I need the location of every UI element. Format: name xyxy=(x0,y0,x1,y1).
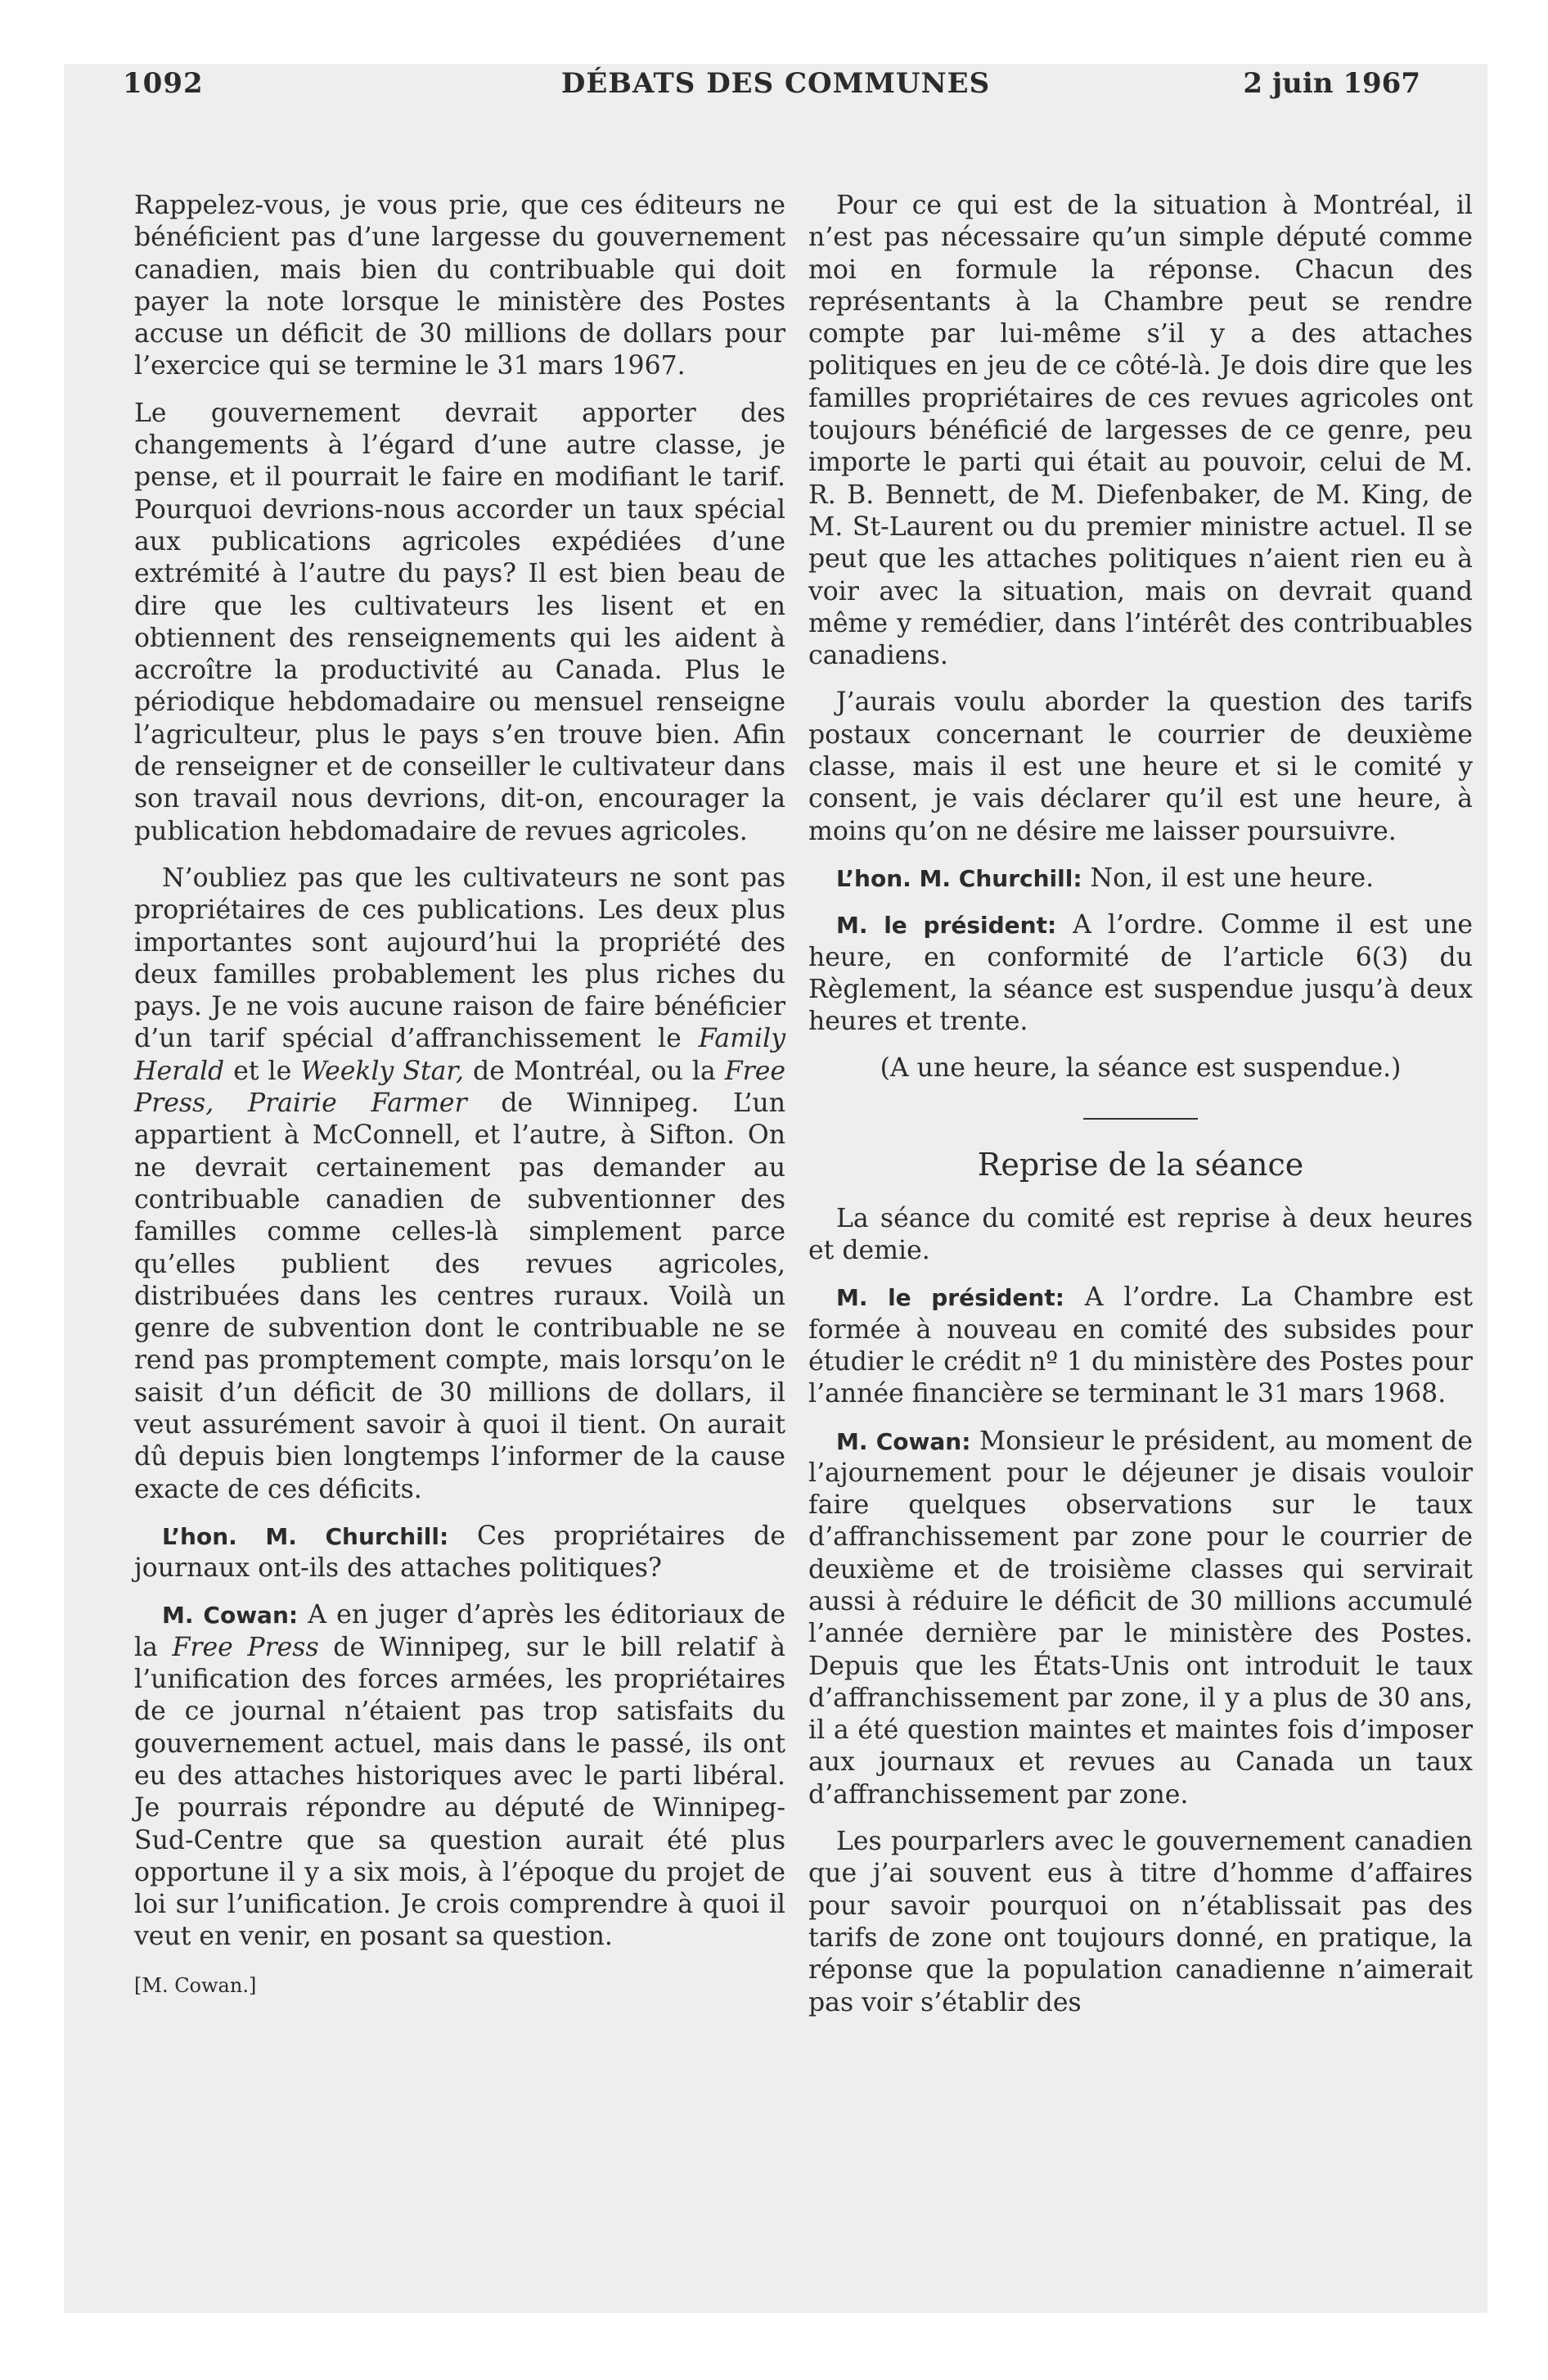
speech-text: Non, il est une heure. xyxy=(1082,863,1375,893)
speaker-name: M. Cowan: xyxy=(162,1602,299,1629)
publication-name: Free Press xyxy=(172,1632,319,1662)
paragraph: J’aurais voulu aborder la question des tarifs postaux concernant le courrier de deuxième classe, mais il est une heure et si le comité y consent, je vais déclarer qu’il est une heure, à moins qu’on ne désire me laisser poursuivre. xyxy=(808,687,1473,846)
speech-paragraph xyxy=(808,863,1473,895)
speech-text: de Winnipeg, sur le bill relatif à l’unification des forces armées, les propriétaires de ce journal n’étaient pas trop satisfaits du gouvernement actuel, mais dans le passé, ils ont eu des attaches historiques avec le parti libéral. Je pourrais répondre au député de Winnipeg-Sud-Centre que sa question aurait été plus opportune il y a six mois, à l’époque du projet de loi sur l’unification. Je crois comprendre à quoi il veut en venir, en posant sa question. xyxy=(134,1632,785,1952)
right-column xyxy=(808,190,1473,2034)
section-divider xyxy=(1083,1118,1198,1120)
speech-paragraph xyxy=(134,1599,785,1953)
text-run: de Montréal, ou la xyxy=(464,1056,725,1086)
speech-paragraph xyxy=(808,909,1473,1038)
text-run: N’oubliez pas que les cultivateurs ne sont pas propriétaires de ces publications. Les deux plus importantes sont aujourd’hui la propriété des deux familles probablement les plus riches du pays. Je ne vois aucune raison de faire bénéficier d’un tarif spécial d’affranchissement le xyxy=(134,863,785,1054)
paragraph: Rappelez-vous, je vous prie, que ces éditeurs ne bénéficient pas d’une largesse du gouvernement canadien, mais bien du contribuable qui doit payer la note lorsque le ministère des Postes accuse un déficit de 30 millions de dollars pour l’exercice qui se termine le 31 mars 1967. xyxy=(134,191,785,381)
speech-paragraph xyxy=(808,1282,1473,1410)
speaker-name: L’hon. M. Churchill: xyxy=(162,1522,449,1550)
paragraph xyxy=(134,863,785,1506)
section-heading: Reprise de la séance xyxy=(977,1146,1304,1183)
suspension-note: (A une heure, la séance est suspendue.) xyxy=(880,1053,1402,1084)
speaker-name: M. le président: xyxy=(836,912,1057,940)
publication-title: DÉBATS DES COMMUNES xyxy=(560,67,991,100)
paragraph: La séance du comité est reprise à deux heures et demie. xyxy=(808,1203,1473,1266)
speech-text: A l’ordre. Comme il est une heure, en conformité de l’article 6(3) du Règlement, la séance est suspendue jusqu’à deux heures et trente. xyxy=(808,910,1473,1037)
page-header xyxy=(64,67,1487,116)
publication-date: 2 juin 1967 xyxy=(1243,67,1420,100)
speaker-name: L’hon. M. Churchill: xyxy=(836,864,1082,892)
speech-text: Monsieur le président, au moment de l’ajournement pour le déjeuner je disais vouloir faire quelques observations sur le taux d’affranchissement par zone pour le courrier de deuxième et de troisième classes qui servirait aussi à réduire le déficit de 30 millions accumulé l’année dernière par le ministère des Postes. Depuis que les États-Unis ont introduit le taux d’affranchissement par zone, il y a plus de 30 ans, il a été question maintes et maintes fois d’imposer aux journaux et revues au Canada un taux d’affranchissement par zone. xyxy=(808,1426,1473,1810)
speaker-signature: [M. Cowan.] xyxy=(134,1973,257,1997)
text-run: de Winnipeg. L’un appartient à McConnell, et l’autre, à Sifton. On ne devrait certainement pas demander au contribuable canadien de subventionner des familles comme celles-là simplement parce qu’elles publient des revues agricoles, distribuées dans les centres ruraux. Voilà un genre de subvention dont le contribuable ne se rend pas promptement compte, mais lorsqu’on le saisit d’un déficit de 30 millions de dollars, il veut assurément savoir à quoi il tient. On aurait dû depuis bien longtemps l’informer de la cause exacte de ces déficits. xyxy=(134,1089,786,1504)
publication-name: Family Herald xyxy=(134,1024,785,1086)
paragraph: Le gouvernement devrait apporter des changements à l’égard d’une autre classe, je pense, et il pourrait le faire en modifiant le tarif. Pourquoi devrions-nous accorder un taux spécial aux publications agricoles expédiées d’une extrémité à l’autre du pays? Il est bien beau de dire que les cultivateurs les lisent et en obtiennent des renseignements qui les aident à accroître la productivité au Canada. Plus le périodique hebdomadaire ou mensuel renseigne l’agriculteur, plus le pays s’en trouve bien. Afin de renseigner et de conseiller le cultivateur dans son travail nous devrions, dit-on, encourager la publication hebdomadaire de revues agricoles. xyxy=(134,398,785,846)
speech-text: A en juger d’après les éditoriaux de la xyxy=(134,1600,786,1662)
speech-paragraph xyxy=(808,1426,1473,1812)
paragraph: Les pourparlers avec le gouvernement canadien que j’ai souvent eus à titre d’homme d’affaires pour savoir pourquoi on n’établissait pas des tarifs de zone ont toujours donné, en pratique, la réponse que la population canadienne n’aimerait pas voir s’établir des xyxy=(808,1827,1473,2017)
left-column xyxy=(134,190,785,2017)
speech-text: A l’ordre. La Chambre est formée à nouveau en comité des subsides pour étudier le crédit nº 1 du ministère des Postes pour l’année financière se terminant le 31 mars 1968. xyxy=(808,1282,1473,1409)
publication-name: Free Press, Prairie Farmer xyxy=(134,1056,785,1119)
paragraph: Pour ce qui est de la situation à Montréal, il n’est pas nécessaire qu’un simple député comme moi en formule la réponse. Chacun des représentants à la Chambre peut se rendre compte par lui-même s’il y a des attaches politiques en jeu de ce côté-là. Je dois dire que les familles propriétaires de ces revues agricoles ont toujours bénéficié de largesses de ce genre, peu importe le parti qui était au pouvoir, celui de M. R. B. Bennett, de M. Diefenbaker, de M. King, de M. St-Laurent ou du premier ministre actuel. Il se peut que les attaches politiques n’aient rien eu à voir avec la situation, mais on devrait quand même y remédier, dans l’intérêt des contribuables canadiens. xyxy=(808,191,1473,671)
speech-text: Ces propriétaires de journaux ont-ils des attaches politiques? xyxy=(134,1521,785,1584)
publication-name: Weekly Star, xyxy=(300,1056,464,1086)
text-run: et le xyxy=(224,1056,301,1086)
speaker-name: M. Cowan: xyxy=(836,1427,971,1455)
speech-paragraph xyxy=(134,1521,785,1585)
speaker-name: M. le président: xyxy=(836,1284,1064,1312)
page-number: 1092 xyxy=(123,67,204,100)
